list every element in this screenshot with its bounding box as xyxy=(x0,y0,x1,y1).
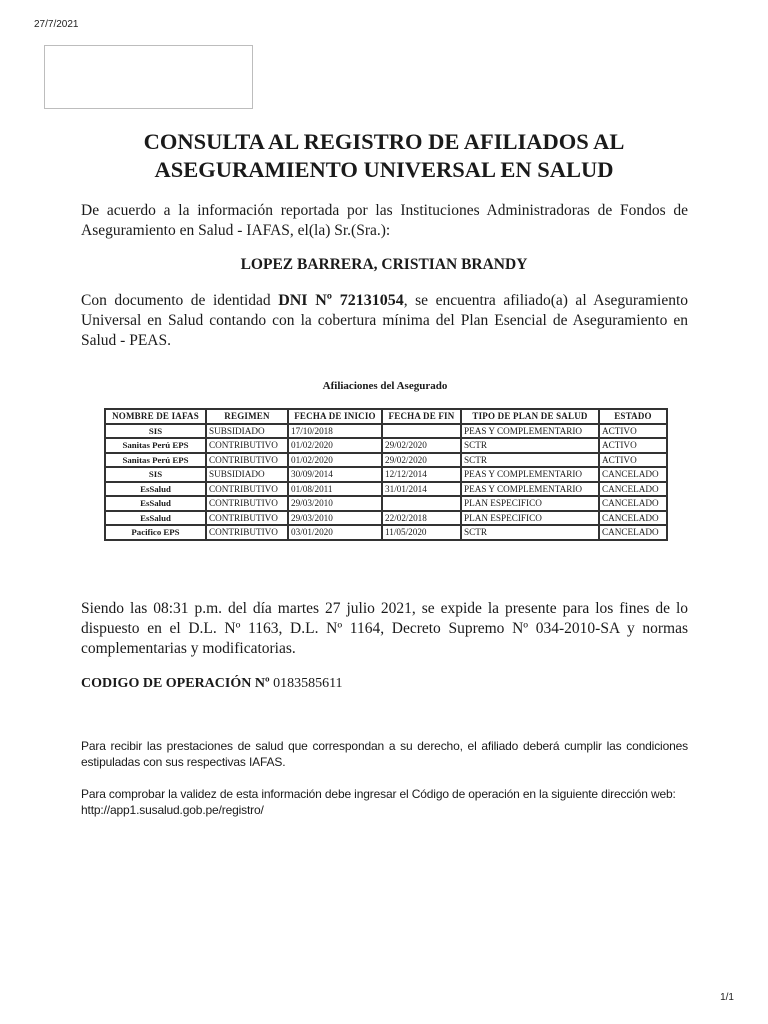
affiliations-table xyxy=(104,408,668,541)
benefits-note: Para recibir las prestaciones de salud que correspondan a su derecho, el afiliado deberá cumplir las condiciones estipuladas con sus respectivas IAFAS. xyxy=(81,739,688,769)
cell-iafas: EsSalud xyxy=(105,496,206,511)
identity-text-pre: Con documento de identidad xyxy=(81,292,279,309)
cell-iafas: Sanitas Perú EPS xyxy=(105,453,206,468)
cell-fecha-fin: 29/02/2020 xyxy=(382,453,461,468)
insured-name: LOPEZ BARRERA, CRISTIAN BRANDY xyxy=(240,256,528,273)
cell-tipo-plan: PLAN ESPECIFICO xyxy=(461,496,599,511)
cell-fecha-inicio: 17/10/2018 xyxy=(288,424,382,439)
cell-tipo-plan: SCTR xyxy=(461,438,599,453)
issue-paragraph: Siendo las 08:31 p.m. del día martes 27 julio 2021, se expide la presente para los fines de lo dispuesto en el D.L. Nº 1163, D.L. Nº 1164, Decreto Supremo Nº 034-2010-SA y normas complementarias y modificatorias. xyxy=(81,600,688,657)
identity-text-post: , se encuentra afiliado(a) al Aseguramiento Universal en Salud contando con la cobertura mínima del Plan Esencial de Aseguramiento en Salud - PEAS. xyxy=(81,292,689,349)
cell-iafas: Sanitas Perú EPS xyxy=(105,438,206,453)
header-fecha-inicio: FECHA DE INICIO xyxy=(288,409,382,424)
page-number: 1/1 xyxy=(720,992,734,1003)
table-row xyxy=(105,438,667,453)
print-date: 27/7/2021 xyxy=(34,19,79,30)
cell-regimen: CONTRIBUTIVO xyxy=(206,453,288,468)
cell-iafas: SIS xyxy=(105,424,206,439)
cell-iafas: EsSalud xyxy=(105,482,206,497)
title-line-1: CONSULTA AL REGISTRO DE AFILIADOS AL xyxy=(143,129,625,154)
table-row xyxy=(105,467,667,482)
logo-placeholder xyxy=(44,45,253,109)
cell-fecha-inicio: 01/08/2011 xyxy=(288,482,382,497)
cell-fecha-inicio: 03/01/2020 xyxy=(288,525,382,540)
cell-fecha-inicio: 01/02/2020 xyxy=(288,453,382,468)
cell-regimen: CONTRIBUTIVO xyxy=(206,482,288,497)
cell-iafas: SIS xyxy=(105,467,206,482)
cell-fecha-fin: 31/01/2014 xyxy=(382,482,461,497)
table-row xyxy=(105,496,667,511)
cell-fecha-fin: 12/12/2014 xyxy=(382,467,461,482)
header-tipo-plan: TIPO DE PLAN DE SALUD xyxy=(461,409,599,424)
table-row xyxy=(105,482,667,497)
cell-regimen: CONTRIBUTIVO xyxy=(206,525,288,540)
cell-iafas: Pacifico EPS xyxy=(105,525,206,540)
table-title: Afiliaciones del Asegurado xyxy=(322,380,448,392)
table-row xyxy=(105,511,667,526)
intro-paragraph: De acuerdo a la información reportada por las Instituciones Administradoras de Fondos de Aseguramiento en Salud - IAFAS, el(la) Sr.(Sra.): xyxy=(81,202,688,239)
cell-fecha-fin xyxy=(382,424,461,439)
cell-estado: ACTIVO xyxy=(599,424,667,439)
cell-estado: CANCELADO xyxy=(599,467,667,482)
operation-code-value: 0183585611 xyxy=(273,676,343,691)
cell-regimen: CONTRIBUTIVO xyxy=(206,511,288,526)
operation-code-label: CODIGO DE OPERACIÓN Nº xyxy=(81,676,270,691)
cell-fecha-fin: 29/02/2020 xyxy=(382,438,461,453)
cell-estado: ACTIVO xyxy=(599,438,667,453)
table-header-row xyxy=(105,409,667,424)
operation-code-line xyxy=(81,676,343,692)
cell-regimen: CONTRIBUTIVO xyxy=(206,438,288,453)
cell-estado: CANCELADO xyxy=(599,525,667,540)
cell-tipo-plan: PLAN ESPECIFICO xyxy=(461,511,599,526)
cell-fecha-fin: 22/02/2018 xyxy=(382,511,461,526)
cell-fecha-inicio: 29/03/2010 xyxy=(288,496,382,511)
cell-estado: CANCELADO xyxy=(599,482,667,497)
cell-estado: CANCELADO xyxy=(599,511,667,526)
cell-fecha-inicio: 01/02/2020 xyxy=(288,438,382,453)
header-nombre-iafas: NOMBRE DE IAFAS xyxy=(105,409,206,424)
document-id: DNI Nº 72131054 xyxy=(278,292,404,309)
cell-tipo-plan: PEAS Y COMPLEMENTARIO xyxy=(461,482,599,497)
cell-tipo-plan: PEAS Y COMPLEMENTARIO xyxy=(461,467,599,482)
cell-estado: CANCELADO xyxy=(599,496,667,511)
cell-iafas: EsSalud xyxy=(105,511,206,526)
cell-tipo-plan: SCTR xyxy=(461,525,599,540)
table-row xyxy=(105,525,667,540)
page-title xyxy=(80,128,688,184)
cell-tipo-plan: SCTR xyxy=(461,453,599,468)
cell-regimen: CONTRIBUTIVO xyxy=(206,496,288,511)
cell-fecha-inicio: 30/09/2014 xyxy=(288,467,382,482)
table-row xyxy=(105,453,667,468)
cell-tipo-plan: PEAS Y COMPLEMENTARIO xyxy=(461,424,599,439)
identity-paragraph xyxy=(81,291,688,351)
header-fecha-fin: FECHA DE FIN xyxy=(382,409,461,424)
header-estado: ESTADO xyxy=(599,409,667,424)
cell-estado: ACTIVO xyxy=(599,453,667,468)
cell-fecha-fin xyxy=(382,496,461,511)
cell-fecha-inicio: 29/03/2010 xyxy=(288,511,382,526)
validation-note: Para comprobar la validez de esta información debe ingresar el Código de operación en la siguiente dirección web: http://app1.susalud.gob.pe/registro/ xyxy=(81,787,676,817)
cell-regimen: SUBSIDIADO xyxy=(206,467,288,482)
table-row xyxy=(105,424,667,439)
cell-regimen: SUBSIDIADO xyxy=(206,424,288,439)
header-regimen: REGIMEN xyxy=(206,409,288,424)
cell-fecha-fin: 11/05/2020 xyxy=(382,525,461,540)
title-line-2: ASEGURAMIENTO UNIVERSAL EN SALUD xyxy=(154,157,614,182)
